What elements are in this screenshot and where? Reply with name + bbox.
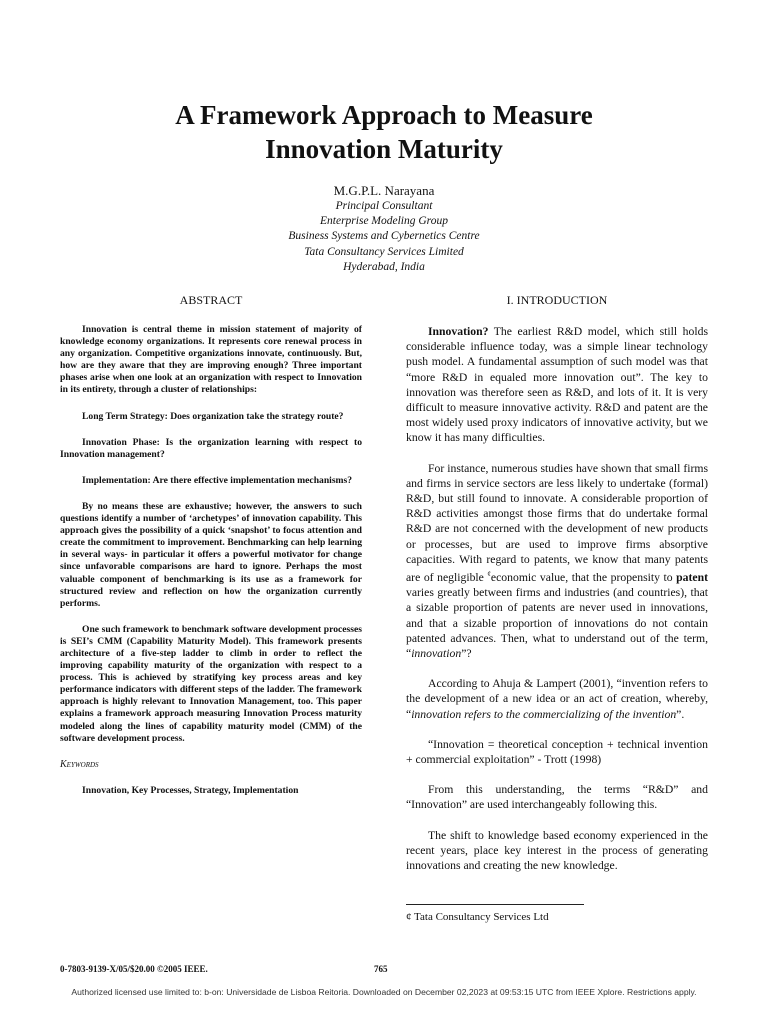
footnote-divider <box>406 904 584 905</box>
intro-italic-term: innovation <box>411 646 462 660</box>
abstract-paragraph: Implementation: Are there effective implementation mechanisms? <box>82 474 353 486</box>
intro-text: The earliest R&D model, which still holds considerable influence today, was a simple linear technology push model. A fundamental assumption of such model was that “more R&D in equaled more innovation out”. The key to innovation was therefore seen as R&D, and lots of it. It is very difficult to measure innovative activity. R&D and patent are the most widely used proxy indicators of innovative activity, but we know it has many difficulties. <box>406 325 708 445</box>
intro-text: economic value, that the propensity to <box>490 570 677 584</box>
intro-text: According to Ahuja & Lampert (2001), “invention refers to the development of a new idea or an act of creation, whereby, “ <box>406 677 708 721</box>
license-notice: Authorized licensed use limited to: b-on: Universidade de Lisboa Reitoria. Downloaded on December 02,2023 at 09:53:15 UTC from IEEE Xplore. Restrictions apply. <box>71 987 697 997</box>
keywords-heading: Keywords <box>60 758 99 770</box>
abstract-paragraph: Long Term Strategy: Does organization take the strategy route? <box>82 410 344 422</box>
intro-text: For instance, numerous studies have shown that small firms and firms in service sectors are less likely to undertake (formal) R&D, but still found to innovate. A considerable proportion of R&D activities amongst those firms that do undertake formal R&D are not concerned with the development of new products or processes, but are used to improve firms absorptive capacities. With regard to patents, we know that many patents are of negligible <box>406 461 708 584</box>
intro-paragraph-6: The shift to knowledge based economy experienced in the recent years, place key interest in the process of generating innovations and creating the new knowledge. <box>406 828 708 872</box>
page-number: 765 <box>374 964 388 974</box>
abstract-heading: ABSTRACT <box>179 293 243 307</box>
author-block <box>160 182 608 275</box>
abstract-paragraph: Innovation is central theme in mission statement of majority of knowledge economy organizations. It represents core renewal process in any organization. Competitive organizations innovate, continuously. But, how are they aware that they are improving enough? Three important phases arise when one look at an organization with respect to Innovation in its entirety, through a cluster of relationships: <box>60 324 362 396</box>
intro-text: ”. <box>676 707 685 721</box>
intro-bold-term: patent <box>676 570 708 584</box>
intro-paragraph-1 <box>406 324 708 446</box>
abstract-paragraph: One such framework to benchmark software development processes is SEI’s CMM (Capability Maturity Model). This framework presents architecture of a five-step ladder to climb in order to reflect the improving capability maturity of the organization with respect to a process. This is achieved by stratifying key process areas and key performance indicators with different steps of the ladder. The framework approach is highly relevant to Innovation Management, too. This paper explains a framework approach measuring Innovation Process maturity modeled along the lines of capability maturity model (CMM) of the software development process. <box>60 623 362 744</box>
ieee-copyright-code: 0-7803-9139-X/05/$20.00 ©2005 IEEE. <box>60 964 208 974</box>
introduction-column <box>406 292 708 888</box>
intro-lead-term: Innovation? <box>428 325 489 338</box>
title-line-2: Innovation Maturity <box>265 134 503 164</box>
intro-text: ”? <box>461 646 472 660</box>
keywords-list: Innovation, Key Processes, Strategy, Implementation <box>82 784 299 796</box>
footnote: ¢ Tata Consultancy Services Ltd <box>406 911 549 923</box>
affiliation-line: Business Systems and Cybernetics Centre <box>288 230 480 243</box>
intro-text: varies greatly between firms and industries (and countries), that a sizable proportion of patents are never used in innovations, and that a sizable proportion of innovations do not contain patented advances. Then, what to understand out of the term, “ <box>406 586 708 660</box>
footnote-marker: ¢ <box>487 570 491 579</box>
intro-paragraph-4: “Innovation = theoretical conception + technical invention + commercial exploitation” - Trott (1998) <box>406 737 708 766</box>
abstract-paragraph: By no means these are exhaustive; however, the answers to such questions identify a number of ‘archetypes’ of innovation capability. This approach gives the possibility of a quick ‘snapshot’ to focus attention and create the commitment to improvement. Benchmarking can help learning in several ways- in particular it offers a powerful motivator for change since unfavorable comparisons are hard to ignore. Perhaps the most valuable component of benchmarking is its use as a framework for structured review and reflection on how the organization currently performs. <box>60 500 362 609</box>
intro-paragraph-5: From this understanding, the terms “R&D” and “Innovation” are used interchangeably following this. <box>406 783 708 812</box>
abstract-column <box>60 292 362 797</box>
affiliation-line: Hyderabad, India <box>343 260 425 273</box>
abstract-paragraph: Innovation Phase: Is the organization learning with respect to Innovation management? <box>60 436 362 460</box>
intro-paragraph-3 <box>406 676 708 722</box>
author-name: M.G.P.L. Narayana <box>333 183 435 198</box>
affiliation-line: Tata Consultancy Services Limited <box>304 245 464 258</box>
introduction-heading: I. INTRODUCTION <box>506 293 608 307</box>
title-line-1: A Framework Approach to Measure <box>175 100 593 130</box>
intro-paragraph-2 <box>406 461 708 662</box>
intro-italic-quote: innovation refers to the commercializing of the invention <box>411 707 677 721</box>
affiliation-line: Principal Consultant <box>335 200 433 212</box>
paper-title <box>60 98 708 166</box>
affiliation-line: Enterprise Modeling Group <box>320 215 448 228</box>
